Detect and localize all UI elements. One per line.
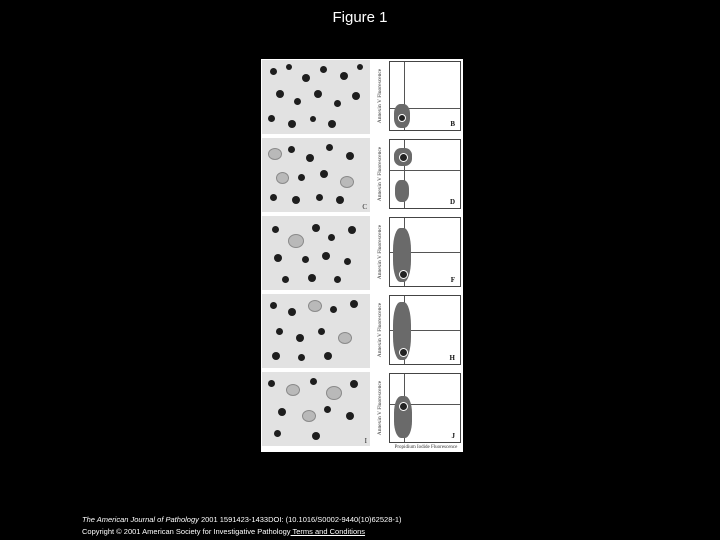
micrograph-panel [262,60,370,134]
copyright-text: Copyright © 2001 American Society for Investigative Pathology [82,527,291,536]
figure-image [261,59,463,452]
micrograph-panel [262,138,370,212]
y-axis-label: Annexin V Fluorescence [377,68,383,124]
figure-row [261,137,463,213]
y-axis-label: Annexin V Fluorescence [377,146,383,202]
y-axis-label: Annexin V Fluorescence [377,302,383,358]
journal-name: The American Journal of Pathology [82,515,199,524]
flow-cytometry-plot [389,373,461,443]
flow-cytometry-plot [389,139,461,209]
flow-letter: J [451,432,455,440]
flow-letter: H [449,354,455,362]
terms-link[interactable]: Terms and Conditions [290,527,366,536]
micrograph-panel [262,216,370,290]
y-axis-label: Annexin V Fluorescence [377,224,383,280]
flow-letter: B [450,120,455,128]
micrograph-panel [262,294,370,368]
flow-cytometry-plot [389,295,461,365]
figure-row [261,371,463,447]
flow-letter: F [450,276,455,284]
figure-row [261,215,463,291]
citation-text: 2001 1591423-1433DOI: (10.1016/S0002-9440(10)62528-1) [198,515,402,524]
citation-line [82,515,402,524]
copyright-line [82,527,365,536]
micrograph-letter: I [364,437,367,445]
flow-cytometry-plot [389,217,461,287]
figure-row [261,293,463,369]
flow-letter: D [449,198,455,206]
micrograph-panel [262,372,370,446]
slide-title: Figure 1 [332,9,388,26]
y-axis-label: Annexin V Fluorescence [377,380,383,436]
micrograph-letter: C [362,203,367,211]
figure-row [261,59,463,135]
flow-cytometry-plot [389,61,461,131]
x-axis-label: Propidium Iodide Fluorescence [394,445,458,450]
